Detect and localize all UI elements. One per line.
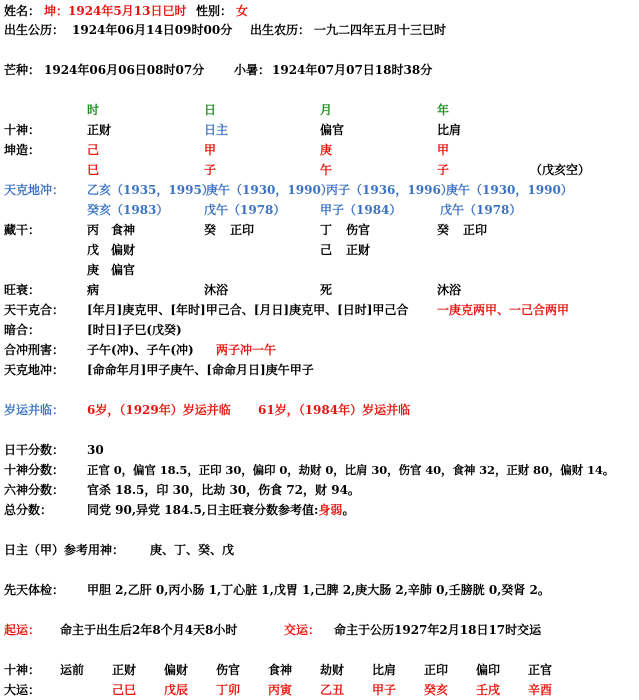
dayun-label: 大运：: [4, 683, 41, 697]
tkdc-year-1: 庚午（1930，1990）: [446, 183, 573, 197]
dayun-shishen-3: 伤官: [216, 663, 241, 677]
dayun-shishen-0: 运前: [60, 663, 85, 677]
solar-date-value: 1924年06月14日09时00分: [72, 23, 233, 37]
canggan-day-god-1: 正印: [230, 223, 255, 237]
canggan-hour-god-1: 食神: [111, 223, 136, 237]
tizhi-label: 先天体检：: [4, 583, 65, 597]
solar-date-label: 出生公历：: [4, 23, 65, 37]
tkdc-day-2: 戊午（1978）: [204, 203, 286, 217]
pillar-header-day: 日: [204, 103, 217, 117]
pillar-header-hour: 时: [87, 103, 100, 117]
total-score-value: [87, 502, 354, 518]
canggan-hour-god-3: 偏官: [111, 263, 136, 277]
dayun-7: 壬戌: [476, 683, 501, 697]
wangshuai-label: 旺衰：: [4, 283, 41, 297]
shishen-score-value: 正官 0，偏官 18.5，正印 30，偏印 0，劫财 0，比肩 30，伤官 40，食神 32，正财 80，偏财 14。: [87, 463, 615, 477]
wangshuai-day: 沐浴: [204, 283, 229, 297]
hechong-value: 子午(冲)、子午(冲): [87, 343, 194, 357]
canggan-month-stem-1: 丁: [320, 223, 333, 237]
qiyun-value: 命主于出生后2年8个月4天8小时: [60, 623, 238, 637]
tkdc-year-2: 戊午（1978）: [440, 203, 522, 217]
dayun-shishen-8: 偏印: [476, 663, 501, 677]
branch-day: 子: [204, 163, 217, 177]
dayun-0: 己巳: [112, 683, 137, 697]
canggan-month-god-2: 正财: [346, 243, 371, 257]
gender-value: 女: [236, 4, 249, 18]
dayun-shishen-2: 偏财: [164, 663, 189, 677]
tiangan-kehe-value: [年月]庚克甲、[年时]甲己合、[月日]庚克甲、[日时]甲己合: [87, 303, 409, 317]
kunzao-label: 坤造：: [4, 143, 41, 157]
anhe-value: [时日]子巳(戊癸): [87, 323, 182, 337]
suiyun-item-1: 6岁，（1929年）岁运并临: [87, 403, 231, 417]
total-score-label: 总分数：: [4, 503, 53, 517]
dayun-3: 丙寅: [268, 683, 293, 697]
hechong-highlight: 两子冲一午: [216, 343, 277, 357]
anhe-label: 暗合：: [4, 323, 41, 337]
tkdc-hour-1: 乙亥（1935，1995）: [87, 183, 214, 197]
mangzhong-label: 芒种：: [4, 63, 41, 77]
suiyun-item-2: 61岁，（1984年）岁运并临: [258, 403, 411, 417]
canggan-month-stem-2: 己: [320, 243, 333, 257]
shishen-score-label: 十神分数：: [4, 463, 65, 477]
pillar-header-month: 月: [320, 103, 333, 117]
canggan-day-stem-1: 癸: [204, 223, 217, 237]
qiyun-label: 起运：: [4, 623, 41, 637]
branch-hour: 巳: [87, 163, 100, 177]
stem-hour: 己: [87, 143, 100, 157]
total-score-end: 。: [342, 503, 355, 517]
canggan-hour-stem-1: 丙: [87, 223, 100, 237]
yongshen-label: 日主（甲）参考用神：: [4, 543, 125, 557]
canggan-label: 藏干：: [4, 223, 41, 237]
gender-label: 性别：: [196, 4, 233, 18]
dayun-shishen-1: 正财: [112, 663, 137, 677]
rigan-score-label: 日干分数：: [4, 443, 65, 457]
dayun-6: 癸亥: [424, 683, 449, 697]
dayun-5: 甲子: [372, 683, 397, 697]
dayun-shishen-4: 食神: [268, 663, 293, 677]
dayun-shishen-5: 劫财: [320, 663, 345, 677]
dayun-shishen-label: 十神：: [4, 663, 41, 677]
dayun-shishen-9: 正官: [528, 663, 553, 677]
shishen-day: 日主: [204, 123, 229, 137]
dayun-2: 丁卯: [216, 683, 241, 697]
liushen-score-label: 六神分数：: [4, 483, 65, 497]
liushen-score-value: 官杀 18.5，印 30，比劫 30，伤食 72，财 94。: [87, 483, 360, 497]
canggan-hour-stem-3: 庚: [87, 263, 100, 277]
dayun-8: 辛酉: [528, 683, 553, 697]
stem-month: 庚: [320, 143, 333, 157]
wangshuai-year: 沐浴: [437, 283, 462, 297]
tkdc-month-2: 甲子（1984）: [320, 203, 402, 217]
kongwang: （戊亥空）: [530, 163, 591, 177]
canggan-hour-stem-2: 戊: [87, 243, 100, 257]
rigan-score-value: 30: [87, 443, 104, 457]
lunar-date-value: 一九二四年五月十三巳时: [314, 23, 447, 37]
stem-year: 甲: [437, 143, 450, 157]
tkdc-relation-value: [命命年月]甲子庚午、[命命月日]庚午甲子: [87, 363, 314, 377]
wangshuai-hour: 病: [87, 283, 100, 297]
dayun-4: 乙丑: [320, 683, 345, 697]
canggan-year-god-1: 正印: [463, 223, 488, 237]
tiangan-kehe-label: 天干克合：: [4, 303, 65, 317]
tkdc-relation-label: 天克地冲：: [4, 363, 65, 377]
canggan-year-stem-1: 癸: [437, 223, 450, 237]
canggan-hour-god-2: 偏财: [111, 243, 136, 257]
tizhi-value: 甲胆 2,乙肝 0,丙小肠 1,丁心脏 1,戊胃 1,己脾 2,庚大肠 2,辛肺 0,壬膀胱 0,癸肾 2。: [87, 583, 550, 597]
mangzhong-value: 1924年06月06日08时07分: [44, 63, 205, 77]
wangshuai-month: 死: [320, 283, 333, 297]
lunar-date-label: 出生农历：: [250, 23, 311, 37]
tiankedichong-label: 天克地冲：: [4, 183, 65, 197]
branch-year: 子: [437, 163, 450, 177]
shishen-month: 偏官: [320, 123, 345, 137]
shishen-hour: 正财: [87, 123, 112, 137]
shishen-label: 十神：: [4, 123, 41, 137]
branch-month: 午: [320, 163, 333, 177]
tiangan-kehe-highlight: 一庚克两甲、一己合两甲: [437, 303, 570, 317]
jiaoyun-value: 命主于公历1927年2月18日17时交运: [334, 623, 542, 637]
name-label: 姓名：: [4, 4, 41, 18]
dayun-shishen-6: 比肩: [372, 663, 397, 677]
tkdc-hour-2: 癸亥（1983）: [87, 203, 169, 217]
total-score-text: 同党 90,异党 184.5,日主旺衰分数参考值:: [87, 503, 319, 517]
name-value: 坤：1924年5月13日巳时: [44, 4, 187, 18]
strength-verdict: 身弱: [318, 503, 343, 517]
suiyun-label: 岁运并临：: [4, 403, 65, 417]
tkdc-day-1: 庚午（1930，1990）: [206, 183, 333, 197]
canggan-month-god-1: 伤官: [346, 223, 371, 237]
dayun-shishen-7: 正印: [424, 663, 449, 677]
shishen-year: 比肩: [437, 123, 462, 137]
hechong-label: 合冲刑害：: [4, 343, 65, 357]
stem-day: 甲: [204, 143, 217, 157]
xiaoshu-value: 1924年07月07日18时38分: [272, 63, 433, 77]
yongshen-value: 庚、丁、癸、戊: [150, 543, 235, 557]
dayun-1: 戊辰: [164, 683, 189, 697]
pillar-header-year: 年: [437, 103, 450, 117]
xiaoshu-label: 小暑：: [234, 63, 271, 77]
tkdc-month-1: 丙子（1936，1996）: [326, 183, 453, 197]
jiaoyun-label: 交运：: [284, 623, 321, 637]
